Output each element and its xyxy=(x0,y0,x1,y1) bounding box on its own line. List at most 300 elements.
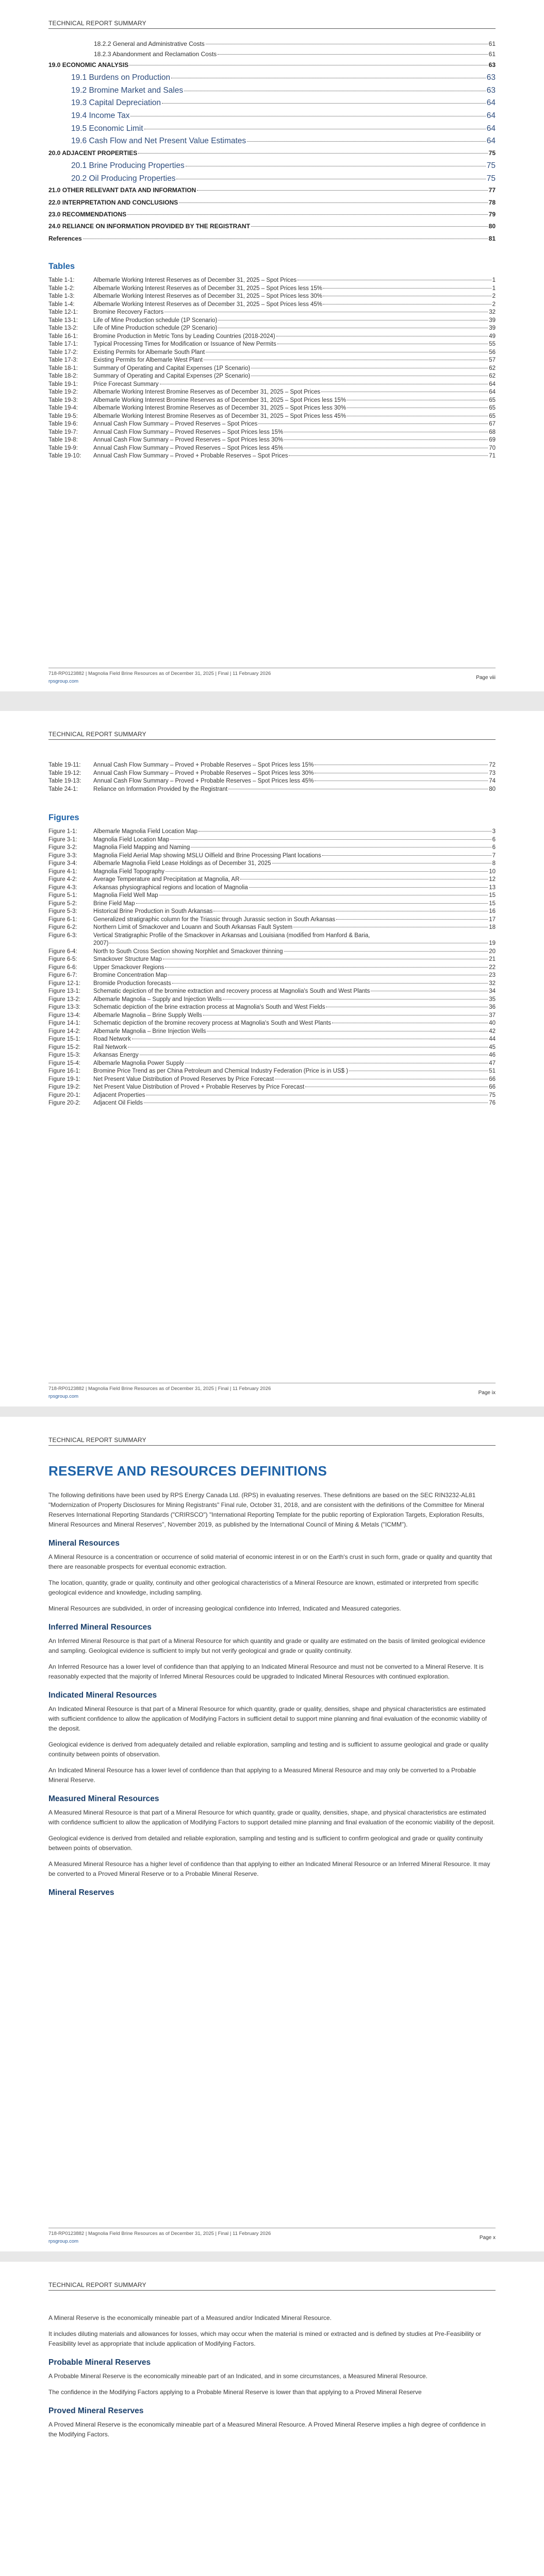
table-entry-title: Typical Processing Times for Modification or Issuance of New Permits xyxy=(93,341,276,348)
toc-entry-title: 21.0 OTHER RELEVANT DATA AND INFORMATION xyxy=(48,187,196,194)
figure-entry[interactable] xyxy=(48,884,496,892)
figure-entry-page: 47 xyxy=(489,1060,496,1066)
leader-dots xyxy=(170,839,491,840)
toc-entry[interactable] xyxy=(48,40,496,47)
figure-entry[interactable] xyxy=(48,1083,496,1092)
figure-entry-label: Figure 6-6: xyxy=(48,964,77,971)
figure-entry[interactable] xyxy=(48,932,496,948)
leader-dots xyxy=(284,439,488,440)
figure-entry[interactable] xyxy=(48,948,496,956)
table-entry-title: Bromine Production in Metric Tons by Leading Countries (2018-2024) xyxy=(93,333,275,340)
toc-leader-dots xyxy=(138,153,487,154)
figure-entry-title: North to South Cross Section showing Norphlet and Smackover thinning xyxy=(93,948,283,955)
toc-entry-title: 18.2.2 General and Administrative Costs xyxy=(94,40,205,47)
table-entry-title: Annual Cash Flow Summary – Proved + Probable Reserves – Spot Prices less 30% xyxy=(93,770,314,776)
toc-entry-page: 78 xyxy=(488,198,496,206)
toc-entry-page: 81 xyxy=(488,234,496,242)
table-entry-title: Albemarle Working Interest Reserves as of December 31, 2025 – Spot Prices less 15% xyxy=(93,285,323,292)
inferred-p2: An Inferred Resource has a lower level of confidence than that applying to an Indicated Mineral Resource and must not be converted to a Mineral Reserve. It is reasonably expected that the majority of Inferred Mineral Resources could be upgraded to Indicated Mineral Resources with continued exploration. xyxy=(48,1663,484,1680)
table-entry-label: Table 1-4: xyxy=(48,301,75,308)
proved-p1: A Proved Mineral Reserve is the economically mineable part of a Measured Mineral Resource. A Proved Mineral Reserve implies a high degree of confidence in the Modifying Factors. xyxy=(48,2421,486,2438)
measured-heading: Measured Mineral Resources xyxy=(48,1794,159,1803)
table-entry-title: Albemarle Working Interest Reserves as of December 31, 2025 – Spot Prices less 45% xyxy=(93,301,323,308)
figure-entry[interactable] xyxy=(48,1076,496,1084)
list-of-figures xyxy=(48,828,496,1108)
proved-heading: Proved Mineral Reserves xyxy=(48,2406,144,2415)
table-entry-title: Albemarle Working Interest Bromine Reserves as of December 31, 2025 – Spot Prices less 30% xyxy=(93,405,347,412)
table-entry-label: Table 1-3: xyxy=(48,293,75,300)
figure-entry[interactable] xyxy=(48,1052,496,1060)
figure-entry[interactable] xyxy=(48,1036,496,1044)
figure-entry-page: 51 xyxy=(489,1068,496,1074)
table-entry-label: Table 19-9: xyxy=(48,445,78,451)
toc-entry-title: 19.3 Capital Depreciation xyxy=(71,98,161,108)
figure-entry-title: Northern Limit of Smackover and Louann and South Arkansas Fault System xyxy=(93,924,293,930)
page-header: TECHNICAL REPORT SUMMARY xyxy=(48,1436,496,1446)
figure-entry-label: Figure 13-4: xyxy=(48,1012,81,1019)
figure-entry[interactable] xyxy=(48,972,496,980)
figure-entry[interactable] xyxy=(48,860,496,868)
figure-entry[interactable] xyxy=(48,892,496,900)
leader-dots xyxy=(336,919,488,920)
table-entry-title: Annual Cash Flow Summary – Proved Reserves – Spot Prices less 45% xyxy=(93,445,284,451)
table-entry-label: Table 17-2: xyxy=(48,349,78,355)
indicated-p1: An Indicated Mineral Resource is that part of a Mineral Resource for which quantity, grade or quality, densities, shape and physical characteristics are estimated with sufficient confidence to allow the application of Modifying Factors in sufficient detail to support mine planning and final evaluation of the economic viability of the deposit. xyxy=(48,1705,487,1732)
toc-entry-page: 63 xyxy=(488,61,496,69)
figure-entry-page: 34 xyxy=(489,988,496,994)
figure-entry[interactable] xyxy=(48,1020,496,1028)
page-viii xyxy=(0,0,544,691)
figure-entry-title: Magnolia Field Aerial Map showing MSLU Oilfield and Brine Processing Plant locations xyxy=(93,852,321,859)
toc-entry-page: 79 xyxy=(488,211,496,218)
figure-entry-page: 18 xyxy=(489,924,496,930)
figure-entry-label: Figure 15-4: xyxy=(48,1060,81,1066)
figure-entry-page: 15 xyxy=(489,892,496,899)
mineral-resources-p1: A Mineral Resource is a concentration or occurrence of solid material of economic interest in or on the Earth's crust in such form, grade or quality and quantity that there are reasonable prospects for eventual economic extraction. xyxy=(48,1553,492,1570)
toc-entry[interactable] xyxy=(48,61,496,69)
mineral-resources-p3: Mineral Resources are subdivided, in order of increasing geological confidence into Inferred, Indicated and Measured categories. xyxy=(48,1605,401,1612)
table-entry-title: Albemarle Working Interest Bromine Reserves as of December 31, 2025 – Spot Prices xyxy=(93,389,321,396)
figure-entry-title: Arkansas physiographical regions and location of Magnolia xyxy=(93,884,248,891)
figure-entry[interactable] xyxy=(48,908,496,916)
table-entry-page: 64 xyxy=(489,381,496,387)
table-entry-page: 70 xyxy=(489,445,496,451)
measured-p2: Geological evidence is derived from detailed and reliable exploration, sampling and testing and is sufficient to confirm geological and grade or quality continuity between points of observation. xyxy=(48,1835,483,1852)
table-entry[interactable] xyxy=(48,325,496,333)
figure-entry-page: 13 xyxy=(489,884,496,891)
figure-entry-page: 76 xyxy=(489,1100,496,1106)
table-entry[interactable] xyxy=(48,413,496,421)
table-entry-page: 56 xyxy=(489,349,496,355)
figure-entry[interactable] xyxy=(48,964,496,972)
measured-p1: A Measured Mineral Resource is that part of a Mineral Resource for which quantity, grade or quality, densities, shape, and physical characteristics are estimated with confidence sufficient to allow the application of Modifying Factors to support detailed mine planning and final evaluation of the economic viability of the deposit. xyxy=(48,1809,495,1826)
table-entry-page: 39 xyxy=(489,325,496,332)
probable-heading: Probable Mineral Reserves xyxy=(48,2358,151,2367)
figure-entry-title: Schematic depiction of the bromine extraction and recovery process at Magnolia's South and West Plants xyxy=(93,988,370,994)
figure-entry[interactable] xyxy=(48,1067,496,1076)
toc-entry-title: 19.2 Bromine Market and Sales xyxy=(71,86,184,95)
figure-entry-page: 75 xyxy=(489,1092,496,1098)
toc-entry[interactable] xyxy=(48,137,496,146)
toc-entry-page: 80 xyxy=(488,223,496,230)
toc-entry[interactable] xyxy=(48,86,496,96)
figure-entry-title: Arkansas Energy xyxy=(93,1052,139,1058)
figure-entry-page: 40 xyxy=(489,1020,496,1026)
table-entry-label: Table 19-2: xyxy=(48,389,78,396)
toc-leader-dots xyxy=(197,190,487,191)
figure-entry-title: Schematic depiction of the brine extraction process at Magnolia's South and West Fields xyxy=(93,1004,325,1010)
toc-entry-page: 77 xyxy=(488,187,496,194)
figure-entry-title: Upper Smackover Regions xyxy=(93,964,164,971)
table-entry[interactable] xyxy=(48,397,496,405)
figure-entry[interactable] xyxy=(48,876,496,884)
table-entry-page: 62 xyxy=(489,365,496,371)
figure-entry[interactable] xyxy=(48,1092,496,1100)
table-entry-page: 2 xyxy=(492,293,496,300)
table-entry-page: 65 xyxy=(489,405,496,412)
table-entry-label: Table 12-1: xyxy=(48,309,78,316)
table-entry[interactable] xyxy=(48,317,496,325)
table-entry[interactable] xyxy=(48,301,496,309)
figure-entry-label: Figure 1-1: xyxy=(48,828,77,835)
figure-entry[interactable] xyxy=(48,996,496,1004)
page-number: Page viii xyxy=(476,675,496,681)
table-entry[interactable] xyxy=(48,309,496,317)
mineral-reserves-p2: It includes diluting materials and allowances for losses, which may occur when the material is mined or extracted and is defined by studies at Pre-Feasibility or Feasibility level as appropriate that include application of Modifying Factors. xyxy=(48,2330,482,2347)
table-entry[interactable] xyxy=(48,388,496,397)
footer-doc-info: 718-RP0123882 | Magnolia Field Brine Resources as of December 31, 2025 | Final | 11 February 2026 xyxy=(48,671,271,676)
figure-entry-page: 20 xyxy=(489,948,496,955)
table-entry[interactable] xyxy=(48,404,496,413)
figure-entry-label: Figure 15-1: xyxy=(48,1036,81,1042)
toc-entry-title: 20.0 ADJACENT PROPERTIES xyxy=(48,149,138,157)
figure-entry-label: Figure 3-3: xyxy=(48,852,77,859)
table-entry-title: Annual Cash Flow Summary – Proved Reserves – Spot Prices xyxy=(93,421,258,428)
indicated-heading: Indicated Mineral Resources xyxy=(48,1691,157,1700)
figure-entry-title: Rail Network xyxy=(93,1044,127,1050)
figure-entry[interactable] xyxy=(48,900,496,908)
table-entry-page: 69 xyxy=(489,437,496,444)
table-entry[interactable] xyxy=(48,372,496,381)
figure-entry[interactable] xyxy=(48,980,496,988)
figure-entry-title: Adjacent Properties xyxy=(93,1092,145,1098)
table-entry-label: Table 19-1: xyxy=(48,381,78,387)
figure-entry-label: Figure 6-4: xyxy=(48,948,77,955)
toc-entry[interactable] xyxy=(48,187,496,194)
toc-entry-title: 24.0 RELIANCE ON INFORMATION PROVIDED BY THE REGISTRANT xyxy=(48,223,250,230)
figure-entry-page: 19 xyxy=(489,940,496,946)
table-entry[interactable] xyxy=(48,429,496,437)
table-entry-label: Table 19-7: xyxy=(48,429,78,435)
footer-website-link[interactable]: rpsgroup.com xyxy=(48,2239,79,2244)
figure-entry[interactable] xyxy=(48,1099,496,1108)
figure-entry-page: 17 xyxy=(489,916,496,923)
figure-entry-page: 32 xyxy=(489,980,496,987)
table-entry-label: Table 1-2: xyxy=(48,285,75,292)
table-entry[interactable] xyxy=(48,420,496,429)
figure-entry-page: 8 xyxy=(492,860,496,867)
tables-heading: Tables xyxy=(48,262,75,272)
toc-entry-page: 63 xyxy=(486,86,496,95)
table-entry-label: Table 19-10: xyxy=(48,453,81,460)
table-entry-page: 65 xyxy=(489,413,496,419)
figure-entry-page: 6 xyxy=(492,844,496,851)
page-x xyxy=(0,1417,544,2251)
toc-entry-page: 64 xyxy=(486,111,496,120)
figure-entry[interactable] xyxy=(48,868,496,876)
table-of-contents xyxy=(48,40,496,242)
toc-entry-page: 75 xyxy=(486,174,496,183)
table-entry-label: Table 19-12: xyxy=(48,770,81,776)
leader-dots xyxy=(322,855,491,856)
table-entry-title: Annual Cash Flow Summary – Proved Reserves – Spot Prices less 15% xyxy=(93,429,284,435)
figure-entry[interactable] xyxy=(48,836,496,844)
figure-entry-title: Magnolia Field Location Map xyxy=(93,836,170,843)
figure-entry-title xyxy=(93,932,496,948)
table-entry-page: 74 xyxy=(489,778,496,784)
figure-entry-title: Albemarle Magnolia Power Supply xyxy=(93,1060,184,1066)
figure-entry-label: Figure 5-1: xyxy=(48,892,77,899)
figure-entry-title: Albemarle Magnolia – Brine Supply Wells xyxy=(93,1012,202,1019)
figure-entry-label: Figure 15-2: xyxy=(48,1044,81,1050)
figure-entry-label: Figure 15-3: xyxy=(48,1052,81,1058)
figure-entry-label: Figure 6-2: xyxy=(48,924,77,930)
table-entry[interactable] xyxy=(48,436,496,445)
page-header: TECHNICAL REPORT SUMMARY xyxy=(48,20,496,29)
figure-entry-label: Figure 3-2: xyxy=(48,844,77,851)
list-of-tables-continued xyxy=(48,761,496,793)
table-entry-label: Table 13-1: xyxy=(48,317,78,324)
table-entry-title: Life of Mine Production schedule (2P Scenario) xyxy=(93,325,218,332)
mineral-resources-heading: Mineral Resources xyxy=(48,1539,120,1548)
table-entry-title: Bromine Recovery Factors xyxy=(93,309,164,316)
toc-entry-page: 61 xyxy=(488,50,496,58)
page-header: TECHNICAL REPORT SUMMARY xyxy=(48,731,496,740)
figure-entry-page: 66 xyxy=(489,1084,496,1090)
figure-entry-page: 35 xyxy=(489,996,496,1003)
toc-entry-title: 20.2 Oil Producing Properties xyxy=(71,174,176,183)
figure-entry-title-line1: Vertical Stratigraphic Profile of the Smackover in Arkansas and Louisiana (modified from Hanford & Baria, xyxy=(93,932,370,939)
toc-entry[interactable] xyxy=(48,223,496,230)
figure-entry[interactable] xyxy=(48,844,496,852)
figure-entry-label: Figure 13-1: xyxy=(48,988,81,994)
figure-entry-title: Bromine Concentration Map xyxy=(93,972,168,978)
figure-entry-page: 42 xyxy=(489,1028,496,1035)
toc-entry[interactable] xyxy=(48,73,496,83)
figure-entry[interactable] xyxy=(48,956,496,964)
toc-entry-title: References xyxy=(48,234,82,242)
figure-entry-label: Figure 4-3: xyxy=(48,884,77,891)
table-entry-page: 49 xyxy=(489,333,496,340)
figure-entry-label: Figure 13-3: xyxy=(48,1004,81,1010)
table-entry[interactable] xyxy=(48,365,496,373)
table-entry[interactable] xyxy=(48,786,496,794)
table-entry-page: 62 xyxy=(489,373,496,380)
table-entry[interactable] xyxy=(48,341,496,349)
figure-entry-label: Figure 6-3: xyxy=(48,932,77,939)
figure-entry-label: Figure 3-1: xyxy=(48,836,77,843)
figure-entry[interactable] xyxy=(48,1060,496,1068)
table-entry-label: Table 24-1: xyxy=(48,786,78,792)
figure-entry[interactable] xyxy=(48,1004,496,1012)
table-entry-label: Table 19-4: xyxy=(48,405,78,412)
table-entry-label: Table 16-1: xyxy=(48,333,78,340)
figure-entry-title-line2 xyxy=(93,940,496,948)
definitions-intro: The following definitions have been used by RPS Energy Canada Ltd. (RPS) in evaluating reserves. These definitions are based on the SEC RIN3232-AL81 "Modernization of Property Disclosures for Mining Registrants" Final rule, October 31, 2018, and are consistent with the definitions of the Committee for Mineral Reserves International Reporting Standards ("CRIRSCO") "International Reporting Template for the public reporting of Exploration Targets, Exploration Results, Mineral Resources and Mineral Reserves", November 2019, as published by the International Council of Mining & Metals ("ICMM"). xyxy=(48,1492,484,1528)
page-number: Page ix xyxy=(478,1390,496,1396)
figure-entry-title: Albemarle Magnolia – Supply and Injection Wells xyxy=(93,996,222,1003)
page-footer xyxy=(48,2228,496,2244)
figure-entry-title: Adjacent Oil Fields xyxy=(93,1100,143,1106)
figure-entry-page: 15 xyxy=(489,900,496,907)
leader-dots xyxy=(199,831,491,832)
table-entry[interactable] xyxy=(48,349,496,357)
figure-entry[interactable] xyxy=(48,916,496,924)
figure-entry-label: Figure 19-2: xyxy=(48,1084,81,1090)
table-entry[interactable] xyxy=(48,770,496,778)
indicated-p2: Geological evidence is derived from adequately detailed and reliable exploration, sampling and testing and is sufficient to assume geological and grade or quality continuity between points of observation. xyxy=(48,1741,488,1758)
table-entry-label: Table 19-6: xyxy=(48,421,78,428)
table-entry-page: 2 xyxy=(492,301,496,308)
leader-dots xyxy=(284,951,488,952)
table-entry-title: Existing Permits for Albemarle South Plant xyxy=(93,349,205,355)
page-footer xyxy=(48,668,496,684)
table-entry-label: Table 19-11: xyxy=(48,762,81,768)
table-entry-page: 1 xyxy=(492,277,496,284)
table-entry[interactable] xyxy=(48,452,496,461)
table-entry-title: Summary of Operating and Capital Expenses (2P Scenario) xyxy=(93,373,251,380)
inferred-p1: An Inferred Mineral Resource is that part of a Mineral Resource for which quantity and grade or quality are estimated on the basis of limited geological evidence and sampling. Geological evidence is sufficient to imply but not verify geological and grade or quality continuity. xyxy=(48,1637,486,1654)
table-entry-page: 71 xyxy=(489,453,496,460)
page-number: Page x xyxy=(479,2235,496,2241)
leader-dots xyxy=(172,983,488,984)
table-entry-label: Table 19-3: xyxy=(48,397,78,403)
figure-entry-page: 6 xyxy=(492,836,496,843)
table-entry-label: Table 1-1: xyxy=(48,277,75,284)
mineral-resources-p2: The location, quantity, grade or quality, continuity and other geological characteristics of a Mineral Resource are known, estimated or interpreted from specific geological evidence and knowledge, including sampling. xyxy=(48,1579,479,1596)
toc-entry-page: 61 xyxy=(488,40,496,47)
figure-entry-title: Albemarle Magnolia Field Location Map xyxy=(93,828,197,835)
table-entry-label: Table 19-8: xyxy=(48,437,78,444)
table-entry[interactable] xyxy=(48,357,496,365)
footer-website-link[interactable]: rpsgroup.com xyxy=(48,1394,79,1399)
figure-entry[interactable] xyxy=(48,924,496,932)
leader-dots xyxy=(136,903,488,904)
figure-entry-label: Figure 20-1: xyxy=(48,1092,81,1098)
table-entry-title: Albemarle Working Interest Bromine Reserves as of December 31, 2025 – Spot Prices less 15% xyxy=(93,397,347,403)
figure-entry-label: Figure 4-2: xyxy=(48,876,77,883)
toc-entry[interactable] xyxy=(48,211,496,218)
figure-entry-page: 46 xyxy=(489,1052,496,1058)
toc-leader-dots xyxy=(179,202,488,203)
indicated-p3: An Indicated Mineral Resource has a lower level of confidence than that applying to a Measured Mineral Resource and may only be converted to a Probable Mineral Reserve. xyxy=(48,1767,476,1784)
toc-entry[interactable] xyxy=(48,235,496,242)
table-entry[interactable] xyxy=(48,381,496,389)
table-entry-title: Existing Permits for Albemarle West Plant xyxy=(93,357,203,364)
table-entry-label: Table 18-2: xyxy=(48,373,78,380)
figure-entry-label: Figure 14-1: xyxy=(48,1020,81,1026)
toc-entry[interactable] xyxy=(48,149,496,157)
table-entry[interactable] xyxy=(48,285,496,293)
table-entry[interactable] xyxy=(48,293,496,301)
page-header: TECHNICAL REPORT SUMMARY xyxy=(48,2281,496,2291)
table-entry-page: 55 xyxy=(489,341,496,348)
table-entry-page: 57 xyxy=(489,357,496,364)
table-entry-title: Albemarle Working Interest Bromine Reserves as of December 31, 2025 – Spot Prices less 45% xyxy=(93,413,347,419)
table-entry-title: Price Forecast Summary xyxy=(93,381,159,387)
footer-doc-info: 718-RP0123882 | Magnolia Field Brine Resources as of December 31, 2025 | Final | 11 February 2026 xyxy=(48,1386,271,1392)
figure-entry[interactable] xyxy=(48,988,496,996)
table-entry-page: 67 xyxy=(489,421,496,428)
figure-entry[interactable] xyxy=(48,1012,496,1020)
figure-entry-title: Magnolia Field Topography xyxy=(93,868,164,875)
page-footer xyxy=(48,1383,496,1399)
toc-entry[interactable] xyxy=(48,174,496,184)
figure-entry-page: 37 xyxy=(489,1012,496,1019)
table-entry-label: Table 18-1: xyxy=(48,365,78,371)
figure-entry-page: 23 xyxy=(489,972,496,978)
leader-dots xyxy=(258,423,488,424)
figure-entry-label: Figure 14-2: xyxy=(48,1028,81,1035)
table-entry[interactable] xyxy=(48,761,496,770)
table-entry-page: 65 xyxy=(489,397,496,403)
page-ix xyxy=(0,711,544,1406)
toc-entry[interactable] xyxy=(48,50,496,58)
figure-entry-page: 66 xyxy=(489,1076,496,1082)
figure-entry-label: Figure 3-4: xyxy=(48,860,77,867)
footer-website-link[interactable]: rpsgroup.com xyxy=(48,679,79,684)
toc-entry[interactable] xyxy=(48,199,496,206)
table-entry-label: Table 17-3: xyxy=(48,357,78,364)
toc-leader-dots xyxy=(247,141,486,142)
figure-entry-label: Figure 6-1: xyxy=(48,916,77,923)
toc-entry[interactable] xyxy=(48,98,496,108)
toc-entry-title: 19.0 ECONOMIC ANALYSIS xyxy=(48,61,129,69)
toc-entry[interactable] xyxy=(48,161,496,171)
leader-dots xyxy=(191,847,491,848)
toc-leader-dots xyxy=(127,214,488,215)
toc-entry-page: 75 xyxy=(488,149,496,157)
toc-entry-title: 19.4 Income Tax xyxy=(71,111,130,120)
figure-entry-title: Magnolia Field Well Map xyxy=(93,892,158,899)
figure-entry-label: Figure 19-1: xyxy=(48,1076,81,1082)
table-entry-page: 68 xyxy=(489,429,496,435)
table-entry[interactable] xyxy=(48,445,496,453)
figure-entry[interactable] xyxy=(48,828,496,836)
figure-entry-label: Figure 20-2: xyxy=(48,1100,81,1106)
figure-entry[interactable] xyxy=(48,1044,496,1052)
toc-entry-page: 75 xyxy=(486,161,496,171)
figures-heading: Figures xyxy=(48,813,79,822)
table-entry[interactable] xyxy=(48,777,496,786)
figure-entry[interactable] xyxy=(48,1028,496,1036)
table-entry[interactable] xyxy=(48,277,496,285)
figure-entry-page: 44 xyxy=(489,1036,496,1042)
figure-entry-label: Figure 5-2: xyxy=(48,900,77,907)
leader-dots xyxy=(289,455,488,456)
figure-entry-page: 10 xyxy=(489,868,496,875)
toc-entry-title: 18.2.3 Abandonment and Reclamation Costs xyxy=(94,50,217,58)
figure-entry[interactable] xyxy=(48,852,496,860)
toc-entry[interactable] xyxy=(48,124,496,134)
toc-entry[interactable] xyxy=(48,111,496,121)
table-entry[interactable] xyxy=(48,333,496,341)
toc-entry-page: 64 xyxy=(486,137,496,146)
figure-entry-label: Figure 12-1: xyxy=(48,980,81,987)
leader-dots xyxy=(249,887,488,888)
table-entry-label: Table 19-5: xyxy=(48,413,78,419)
figure-entry-page: 36 xyxy=(489,1004,496,1010)
